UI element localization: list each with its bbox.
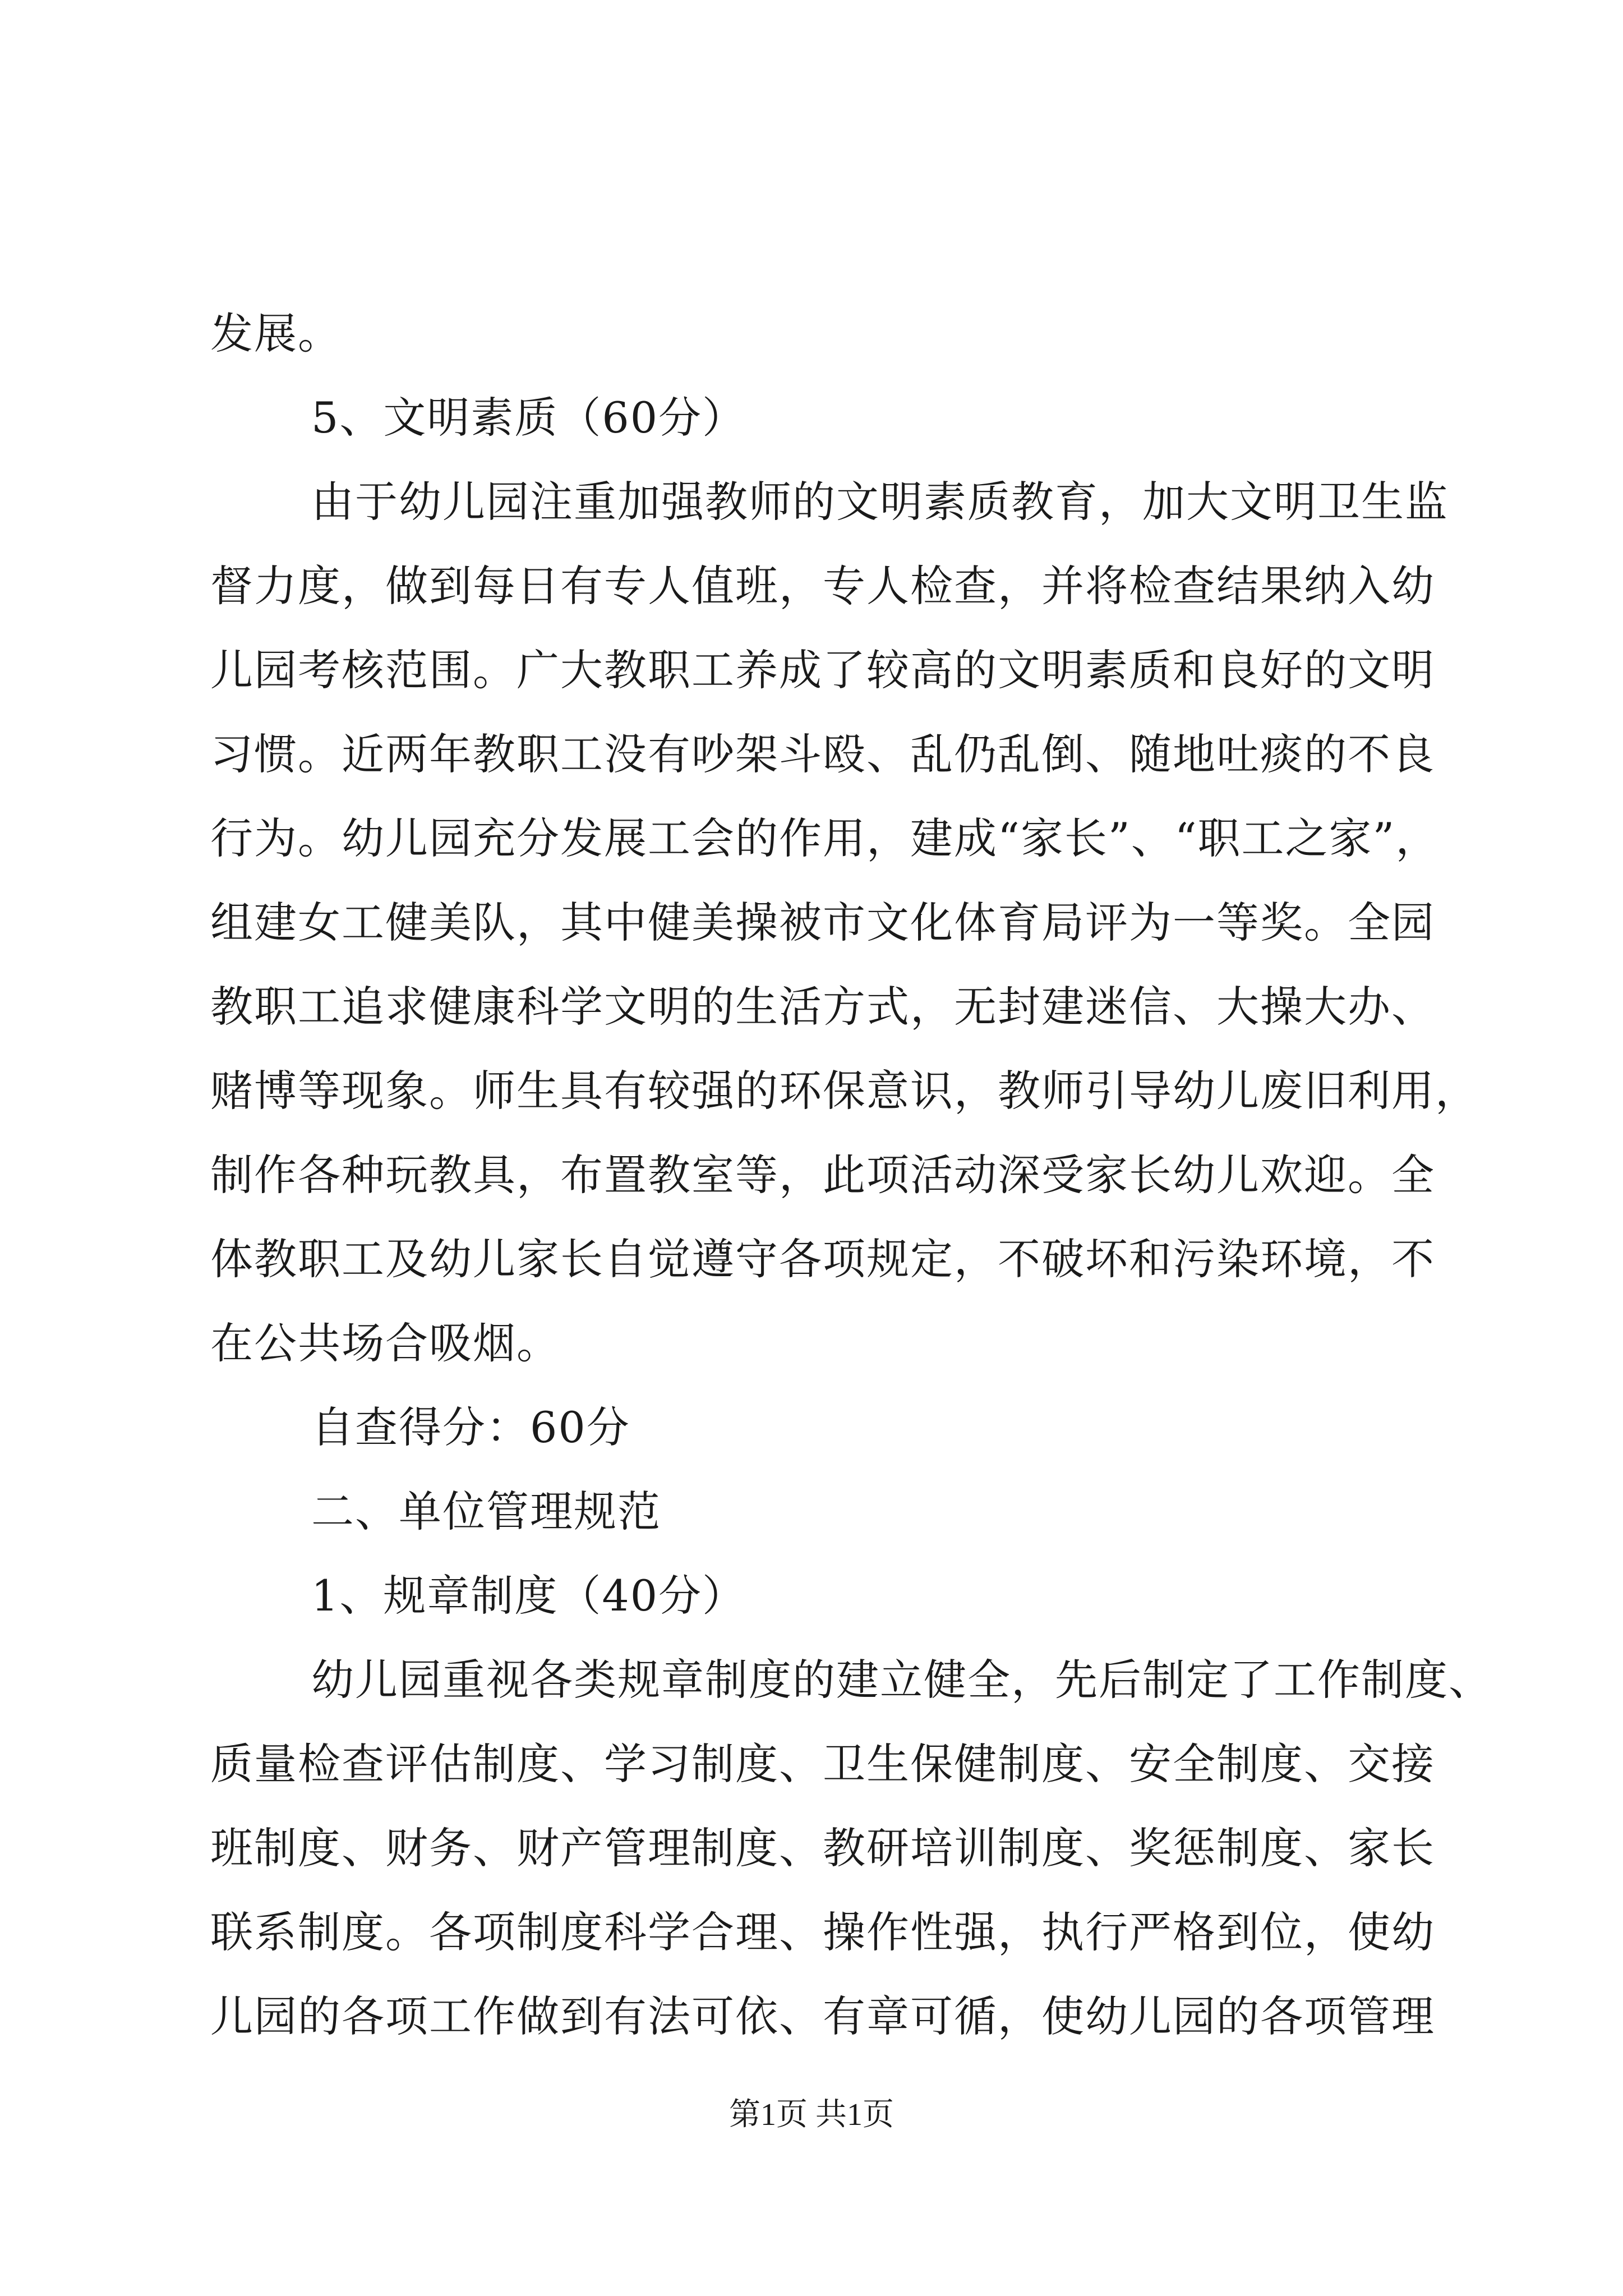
text-line: 行为。幼儿园充分发展工会的作用，建成“家长”、“职工之家”， — [210, 813, 1440, 863]
score-line: 自查得分：60分 — [311, 1402, 630, 1452]
section-heading: 二、单位管理规范 — [311, 1487, 661, 1536]
text-line: 教职工追求健康科学文明的生活方式，无封建迷信、大操大办、 — [210, 982, 1435, 1032]
text-line: 习惯。近两年教职工没有吵架斗殴、乱仍乱倒、随地吐痰的不良 — [210, 729, 1435, 779]
text-line: 班制度、财务、财产管理制度、教研培训制度、奖惩制度、家长 — [210, 1823, 1435, 1873]
text-line: 在公共场合吸烟。 — [210, 1318, 560, 1368]
text-line: 制作各种玩教具，布置教室等，此项活动深受家长幼儿欢迎。全 — [210, 1150, 1435, 1200]
text-line: 发展。 — [210, 309, 342, 358]
text-line: 督力度，做到每日有专人值班，专人检查，并将检查结果纳入幼 — [210, 561, 1435, 611]
text-line: 质量检查评估制度、学习制度、卫生保健制度、安全制度、交接 — [210, 1739, 1435, 1789]
section-heading: 1、规章制度（40分） — [311, 1571, 746, 1621]
text-line: 儿园考核范围。广大教职工养成了较高的文明素质和良好的文明 — [210, 645, 1435, 695]
text-line: 联系制度。各项制度科学合理、操作性强，执行严格到位，使幼 — [210, 1907, 1435, 1957]
text-line: 赌博等现象。师生具有较强的环保意识，教师引导幼儿废旧利用， — [210, 1066, 1479, 1116]
section-heading: 5、文明素质（60分） — [311, 393, 746, 443]
text-line: 由于幼儿园注重加强教师的文明素质教育，加大文明卫生监 — [311, 477, 1449, 527]
page-footer: 第1页 共1页 — [729, 2097, 894, 2132]
text-line: 儿园的各项工作做到有法可依、有章可循，使幼儿园的各项管理 — [210, 1991, 1435, 2041]
text-line: 组建女工健美队，其中健美操被市文化体育局评为一等奖。全园 — [210, 898, 1435, 947]
text-line: 幼儿园重视各类规章制度的建立健全，先后制定了工作制度、 — [311, 1655, 1492, 1705]
text-line: 体教职工及幼儿家长自觉遵守各项规定，不破坏和污染环境，不 — [210, 1234, 1435, 1284]
